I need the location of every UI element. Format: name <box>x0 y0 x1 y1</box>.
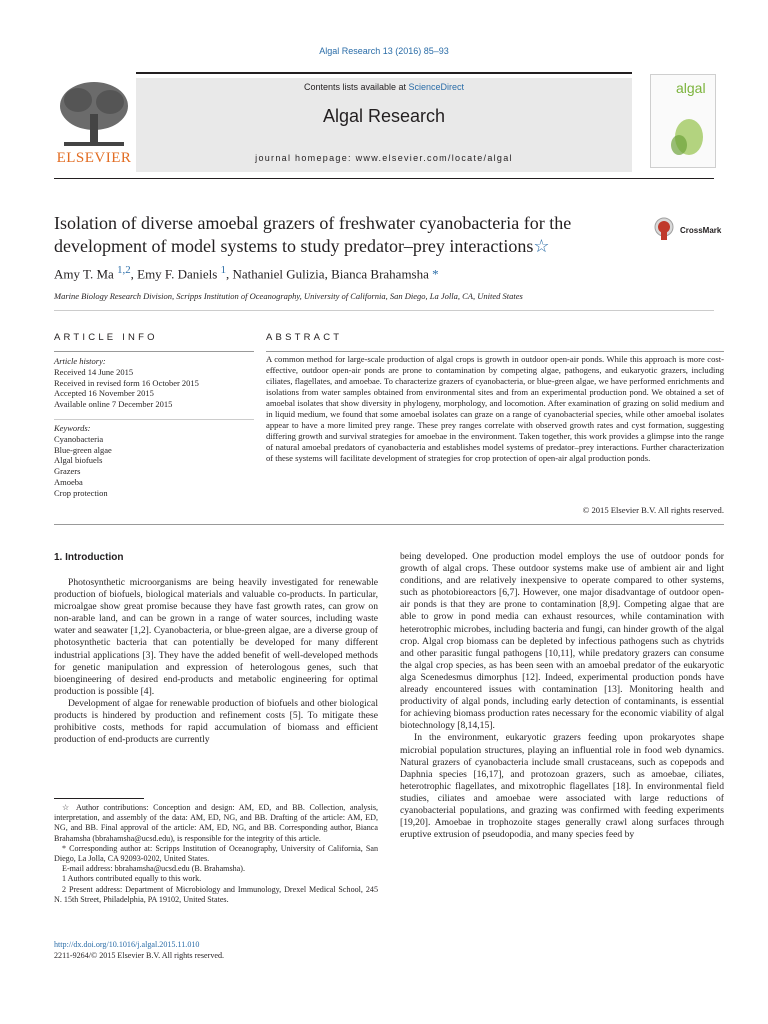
crossmark-icon[interactable] <box>654 216 674 242</box>
journal-homepage[interactable]: journal homepage: www.elsevier.com/locate/algal <box>255 153 513 163</box>
title-footnote-mark[interactable]: ☆ <box>533 236 550 256</box>
section-divider <box>54 310 714 311</box>
keywords-list <box>54 423 112 499</box>
author-list <box>54 264 439 282</box>
article-history <box>54 356 199 410</box>
footnotes <box>54 803 378 905</box>
journal-reference[interactable]: Algal Research 13 (2016) 85–93 <box>319 46 449 56</box>
history-entry: Accepted 16 November 2015 <box>54 388 154 399</box>
contents-line <box>136 82 632 92</box>
body-divider <box>54 524 724 525</box>
author-name[interactable]: Bianca Brahamsha <box>331 266 429 282</box>
cover-title: algal <box>676 80 706 96</box>
contents-prefix: Contents lists available at <box>303 82 409 92</box>
author-separator: , <box>324 266 332 282</box>
author-name[interactable]: Emy F. Daniels <box>137 266 218 282</box>
footnote: 2 Present address: Department of Microbiology and Immunology, Drexel Medical School, 245 N. 15th Street, Philadelphia, PA 19102, United States. <box>54 884 378 904</box>
section-heading-introduction: 1. Introduction <box>54 552 124 563</box>
affiliation: Marine Biology Research Division, Scripps Institution of Oceanography, University of California, San Diego, La Jolla, CA, United States <box>54 291 523 301</box>
keyword: Algal biofuels <box>54 455 103 466</box>
body-column-left <box>54 577 378 746</box>
sciencedirect-link[interactable]: ScienceDirect <box>408 82 465 92</box>
keyword: Blue-green algae <box>54 444 112 455</box>
header-top-rule <box>136 72 632 74</box>
abstract-text: A common method for large-scale production of algal crops is growth in outdoor open-air ponds. While this approach is more cost-effective, outdoor open-air ponds are prone to contamination by competing algae, pathogens, and eukaryotic grazers, including ciliates, flagellates, and amoebae. To characterize grazers of cyanobacteria, or blue-green algae, we have performed enrichments and isolations from water samples obtained from environmental sites and from an experimental production pond. We obtained a set of amoebal isolates that show diversity in phylogeny, morphology, and locomotion. After examination of grazing on solid medium and in liquid medium, we found that some amoebal isolates can graze on a range of cyanobacterial species, while other amoebal isolates appear to have a more limited prey range. These prey ranges correlate with observed growth rates and cyst formation, suggesting differing growth and survival strategies for amoebae in the environment. Taken together, this work provides a glimpse into the range of natural amoebal predators of cyanobacteria and establishes model systems of predator–prey interactions. Further characterization of these systems will facilitate development of strategies for crop protection of open-air algal production ponds. <box>266 354 724 463</box>
footnote-rule <box>54 798 144 799</box>
keyword: Cyanobacteria <box>54 433 104 444</box>
issn-copyright: 2211-9264/© 2015 Elsevier B.V. All rights reserved. <box>54 951 225 960</box>
abstract-rule <box>266 351 724 352</box>
paragraph: Photosynthetic microorganisms are being heavily investigated for renewable production of biofuels, biological materials and valuable co-products. In particular, microalgae show great promise because they have fast growth rates, can grow on non-arable land, and can be grown in a range of water sources, including waste water and seawater [1,2]. Cyanobacteria, or blue-green algae, are a diverse group of photosynthetic bacteria that can potentially be developed for many different industrial applications [3]. They have the added benefit of well-developed methods for genetic manipulation and expression of heterologous genes, such that bioengineering of desired end-products and metabolic engineering for optimal production is possible [4]. <box>54 577 378 697</box>
body-column-right <box>400 551 724 841</box>
keyword: Grazers <box>54 466 81 477</box>
footnote: * Corresponding author at: Scripps Institution of Oceanography, University of California, San Diego, La Jolla, CA 92093-0202, United States. <box>54 843 378 864</box>
crossmark-label[interactable]: CrossMark <box>680 226 722 235</box>
article-title-text: Isolation of diverse amoebal grazers of freshwater cyanobacteria for the development of model systems to study predator–prey interactions <box>54 213 572 256</box>
author-name[interactable]: Nathaniel Gulizia <box>232 266 325 282</box>
corresponding-author-mark[interactable]: * <box>432 266 439 282</box>
footnote: E-mail address: bbrahamsha@ucsd.edu (B. Brahamsha). <box>62 864 245 874</box>
keyword: Crop protection <box>54 487 108 498</box>
keywords-label: Keywords: <box>54 423 91 433</box>
history-entry: Available online 7 December 2015 <box>54 399 173 410</box>
publisher-name: ELSEVIER <box>56 150 132 166</box>
doi-link[interactable]: http://dx.doi.org/10.1016/j.algal.2015.11.010 <box>54 940 200 949</box>
author-name[interactable]: Amy T. Ma <box>54 266 114 282</box>
abstract-heading: ABSTRACT <box>266 332 343 343</box>
history-entry: Received 14 June 2015 <box>54 366 134 377</box>
article-info-heading: ARTICLE INFO <box>54 332 158 343</box>
footnote: ☆ Author contributions: Conception and design: AM, ED, and BB. Collection, analysis, interpretation, and assembly of the data: AM, ED, NG, and BB. Drafting of the article: AM, ED, NG, and BB. Final approval of the article: AM, ED, NG, and BB. Corresponding author, Bianca Brahamsha (bbrahamsha@ucsd.edu), is responsible for the integrity of this article. <box>54 803 378 843</box>
history-label: Article history: <box>54 356 106 366</box>
keyword: Amoeba <box>54 476 83 487</box>
author-separator: , <box>226 266 233 282</box>
paragraph: being developed. One production model employs the use of outdoor ponds for growth of algal crops. These outdoor systems make use of ambient air and light conditions, and are relatively inexpensive to operate compared to other systems, such as photobioreactors [6,7]. However, one major disadvantage of outdoor open-air ponds is that they are prone to contamination [8,9]. Competing algae that are able to grow in pond media can exhaust resources, while contamination with heterotrophic microbes, including bacteria and fungi, can hinder growth of the algal crop. Algal crop biomass can be depleted by infectious pathogens such as chytrids and other parasitic fungal pathogens [10,11], while predatory grazers can consume the algal crop species, as has been seen with an amoebal predator of the eukaryotic alga Scenedesmus dimorphus [12]. Indeed, experimental production ponds have already encountered issues with contamination [13]. Monitoring health and productivity of algal ponds, including early detection of contaminants, is essential for achieving biomass production rates necessary for the economic viability of algal biotechnology [8,14,15]. <box>400 551 724 732</box>
header-bottom-rule <box>54 178 714 179</box>
author-affiliation-mark[interactable]: 1 <box>220 264 226 276</box>
article-title <box>54 212 634 258</box>
paragraph: Development of algae for renewable production of biofuels and other biological products is hindered by production and refinement costs [5]. To mitigate these prohibitive costs, methods for rapid accumulation of biomass and efficient production of end-products are currently <box>54 697 378 746</box>
author-affiliation-mark[interactable]: 1,2 <box>117 264 131 276</box>
article-info-rule <box>54 351 254 352</box>
journal-title: Algal Research <box>322 106 446 126</box>
paragraph: In the environment, eukaryotic grazers feeding upon prokaryotes shape microbial population structures, playing an influential role in food web dynamics. Natural grazers of cyanobacteria include small crustaceans, such as copepods and Daphnia species [16,17], and protozoan grazers, such as amoebae, ciliates, heterotrophic flagellates, and mixotrophic flagellates [18]. In environmental field studies, ciliates and amoebae were associated with large reductions of cyanobacterial populations, and grazing was confirmed with feeding experiments [19,20]. Amoebae in trophozoite stages generally crawl along surfaces through eruptive extrusion of pseudopodia, and many species feed by <box>400 732 724 841</box>
author-separator: , <box>130 266 138 282</box>
abstract-copyright: © 2015 Elsevier B.V. All rights reserved. <box>582 505 724 515</box>
history-entry: Received in revised form 16 October 2015 <box>54 377 199 388</box>
keywords-divider <box>54 419 254 420</box>
footnote: 1 Authors contributed equally to this work. <box>62 874 202 884</box>
